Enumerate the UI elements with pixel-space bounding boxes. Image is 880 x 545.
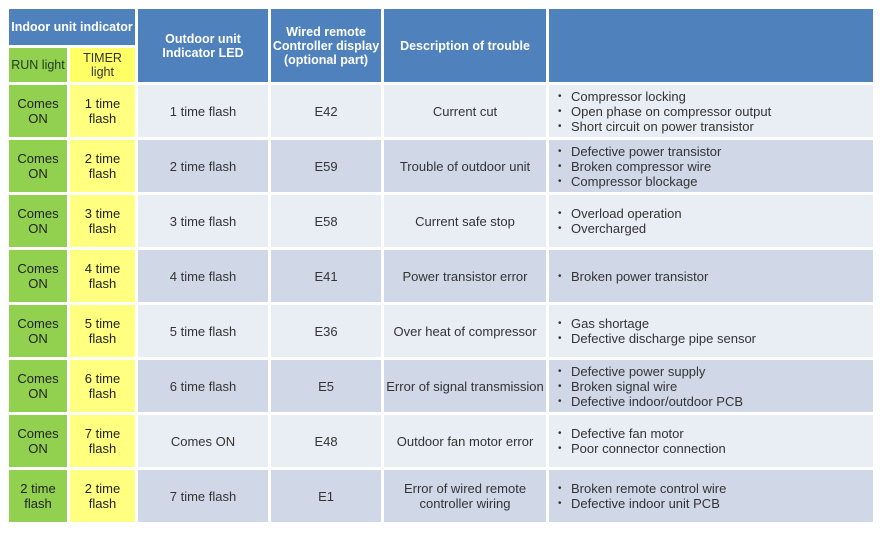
error-code-cell: E58	[271, 195, 381, 247]
causes-cell	[549, 195, 873, 247]
causes-cell	[549, 305, 873, 357]
causes-cell	[549, 140, 873, 192]
causes-list	[555, 316, 873, 346]
table-row	[9, 470, 873, 522]
timer-light-cell: 4 time flash	[70, 250, 135, 302]
run-light-cell: Comes ON	[9, 85, 67, 137]
error-code-cell: E42	[271, 85, 381, 137]
header-wired-remote-display: Wired remote Controller display (optional part)	[271, 9, 381, 82]
header-timer-light: TIMER light	[70, 48, 135, 82]
trouble-description-cell: Outdoor fan motor error	[384, 415, 546, 467]
causes-cell	[549, 470, 873, 522]
error-code-cell: E36	[271, 305, 381, 357]
table-row	[9, 250, 873, 302]
run-light-cell: Comes ON	[9, 360, 67, 412]
trouble-description-cell: Current cut	[384, 85, 546, 137]
cause-item: • Defective indoor unit PCB	[555, 496, 873, 511]
run-light-cell: 2 time flash	[9, 470, 67, 522]
run-light-cell: Comes ON	[9, 140, 67, 192]
cause-item: • Open phase on compressor output	[555, 104, 873, 119]
outdoor-led-cell: 3 time flash	[138, 195, 268, 247]
outdoor-led-cell: 2 time flash	[138, 140, 268, 192]
trouble-description-cell: Current safe stop	[384, 195, 546, 247]
causes-list	[555, 89, 873, 134]
causes-cell	[549, 360, 873, 412]
cause-item: • Overload operation	[555, 206, 873, 221]
cause-item: • Defective power supply	[555, 364, 873, 379]
cause-item: • Poor connector connection	[555, 441, 873, 456]
error-code-cell: E41	[271, 250, 381, 302]
table-row	[9, 305, 873, 357]
cause-item: • Defective power transistor	[555, 144, 873, 159]
causes-cell	[549, 250, 873, 302]
cause-item: • Broken remote control wire	[555, 481, 873, 496]
cause-item: • Defective fan motor	[555, 426, 873, 441]
cause-item: • Broken compressor wire	[555, 159, 873, 174]
outdoor-led-cell: 7 time flash	[138, 470, 268, 522]
header-run-light: RUN light	[9, 48, 67, 82]
outdoor-led-cell: 5 time flash	[138, 305, 268, 357]
table-row	[9, 415, 873, 467]
cause-item: • Defective indoor/outdoor PCB	[555, 394, 873, 409]
trouble-description-cell: Over heat of compressor	[384, 305, 546, 357]
causes-cell	[549, 415, 873, 467]
causes-list	[555, 269, 873, 284]
run-light-cell: Comes ON	[9, 195, 67, 247]
cause-item: • Broken power transistor	[555, 269, 873, 284]
cause-item: • Compressor locking	[555, 89, 873, 104]
causes-cell	[549, 85, 873, 137]
timer-light-cell: 6 time flash	[70, 360, 135, 412]
error-code-cell: E48	[271, 415, 381, 467]
trouble-description-cell: Trouble of outdoor unit	[384, 140, 546, 192]
error-code-cell: E59	[271, 140, 381, 192]
header-indoor-unit-indicator: Indoor unit indicator	[9, 9, 135, 45]
error-code-cell: E5	[271, 360, 381, 412]
error-code-cell: E1	[271, 470, 381, 522]
timer-light-cell: 2 time flash	[70, 140, 135, 192]
timer-light-cell: 3 time flash	[70, 195, 135, 247]
cause-item: • Compressor blockage	[555, 174, 873, 189]
causes-list	[555, 481, 873, 511]
table-row	[9, 140, 873, 192]
trouble-description-cell: Error of signal transmission	[384, 360, 546, 412]
timer-light-cell: 1 time flash	[70, 85, 135, 137]
causes-list	[555, 426, 873, 456]
trouble-description-cell: Power transistor error	[384, 250, 546, 302]
header-blank	[549, 9, 873, 82]
trouble-description-cell: Error of wired remote controller wiring	[384, 470, 546, 522]
table-body	[9, 85, 873, 522]
outdoor-led-cell: 4 time flash	[138, 250, 268, 302]
cause-item: • Overcharged	[555, 221, 873, 236]
causes-list	[555, 206, 873, 236]
cause-item: • Short circuit on power transistor	[555, 119, 873, 134]
run-light-cell: Comes ON	[9, 250, 67, 302]
cause-item: • Gas shortage	[555, 316, 873, 331]
cause-item: • Broken signal wire	[555, 379, 873, 394]
outdoor-led-cell: 1 time flash	[138, 85, 268, 137]
causes-list	[555, 364, 873, 409]
run-light-cell: Comes ON	[9, 415, 67, 467]
timer-light-cell: 2 time flash	[70, 470, 135, 522]
causes-list	[555, 144, 873, 189]
header-description: Description of trouble	[384, 9, 546, 82]
outdoor-led-cell: Comes ON	[138, 415, 268, 467]
trouble-table	[6, 6, 876, 525]
run-light-cell: Comes ON	[9, 305, 67, 357]
trouble-table-container	[6, 6, 876, 525]
outdoor-led-cell: 6 time flash	[138, 360, 268, 412]
timer-light-cell: 7 time flash	[70, 415, 135, 467]
cause-item: • Defective discharge pipe sensor	[555, 331, 873, 346]
table-row	[9, 195, 873, 247]
table-row	[9, 360, 873, 412]
table-row	[9, 85, 873, 137]
header-outdoor-unit-indicator: Outdoor unit Indicator LED	[138, 9, 268, 82]
timer-light-cell: 5 time flash	[70, 305, 135, 357]
